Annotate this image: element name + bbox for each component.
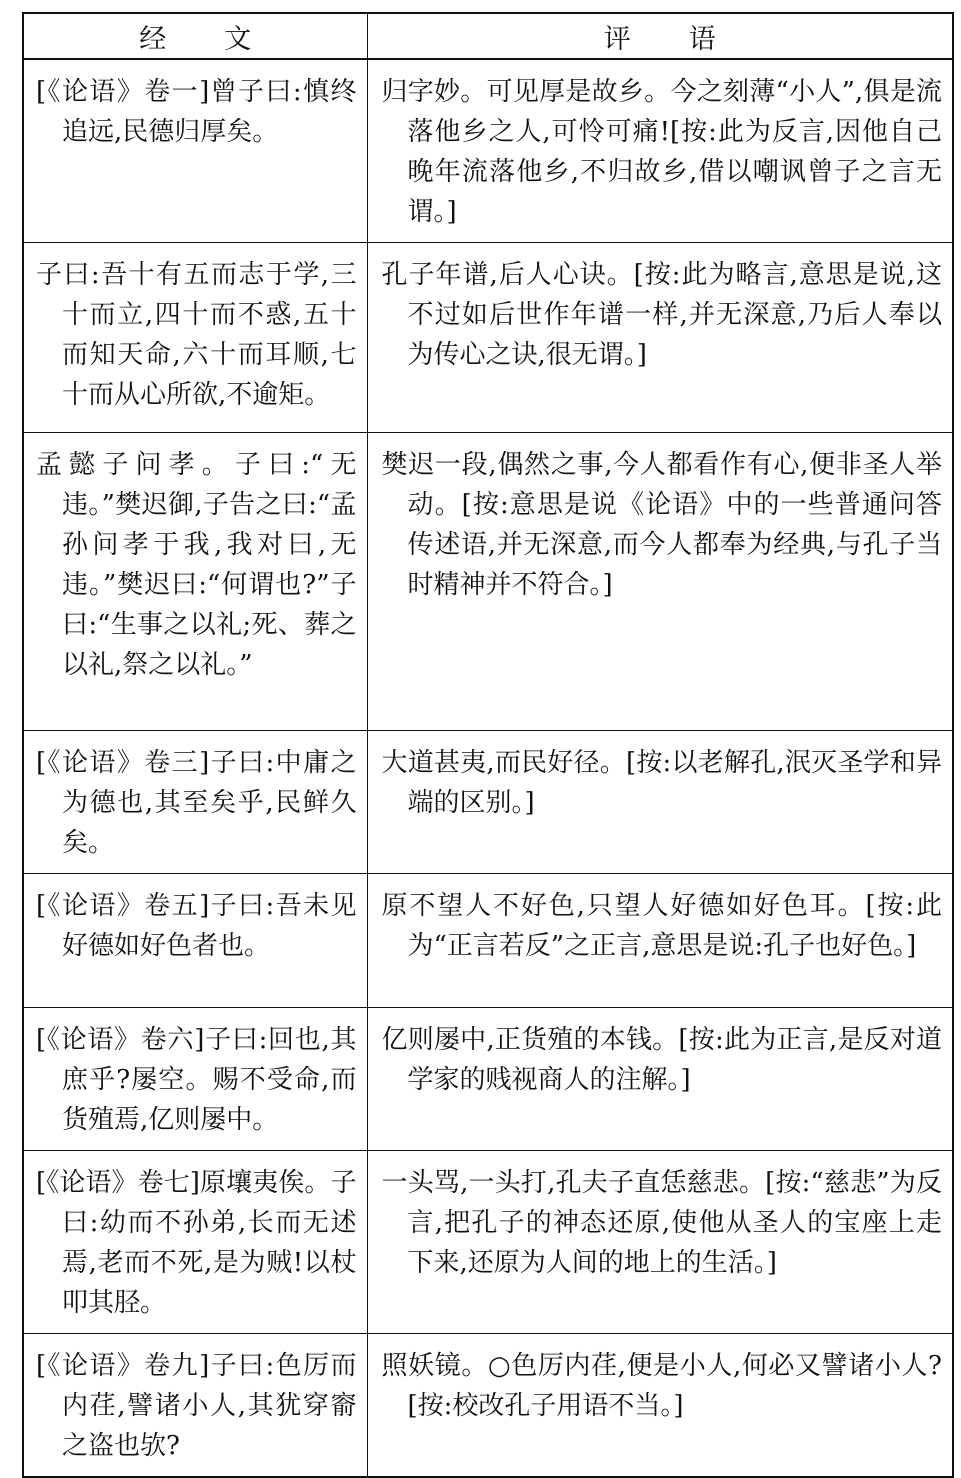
table-row (23, 243, 953, 433)
page (22, 12, 952, 1461)
pingyu-cell: 亿则屡中,正货殖的本钱。[按:此为正言,是反对道学家的贱视商人的注解。] (367, 1008, 953, 1151)
pingyu-cell: 大道甚夷,而民好径。[按:以老解孔,泯灭圣学和异端的区别。] (367, 731, 953, 874)
header-jingwen (23, 13, 367, 59)
jingwen-cell: [《论语》卷五]子曰:吾未见好德如好色者也。 (23, 874, 367, 1008)
jingwen-cell: [《论语》卷七]原壤夷俟。子曰:幼而不孙弟,长而无述焉,老而不死,是为贼!以杖叩其胫。 (23, 1151, 367, 1334)
pingyu-cell: 一头骂,一头打,孔夫子直恁慈悲。[按:“慈悲”为反言,把孔子的神态还原,使他从圣人的宝座上走下来,还原为人间的地上的生活。] (367, 1151, 953, 1334)
header-jingwen-char-1: 经 (139, 23, 167, 55)
commentary-table (22, 12, 954, 1478)
pingyu-cell: 孔子年谱,后人心诀。[按:此为略言,意思是说,这不过如后世作年谱一样,并无深意,乃后人奉以为传心之诀,很无谓。] (367, 243, 953, 433)
header-pingyu (367, 13, 953, 59)
header-row (23, 13, 953, 59)
table-row (23, 731, 953, 874)
pingyu-cell: 归字妙。可见厚是故乡。今之刻薄“小人”,俱是流落他乡之人,可怜可痛![按:此为反言,因他自己晚年流落他乡,不归故乡,借以嘲讽曾子之言无谓。] (367, 59, 953, 243)
jingwen-cell: [《论语》卷九]子曰:色厉而内荏,譬诸小人,其犹穿窬之盗也欤? (23, 1334, 367, 1478)
jingwen-cell: [《论语》卷三]子曰:中庸之为德也,其至矣乎,民鲜久矣。 (23, 731, 367, 874)
table-row (23, 1151, 953, 1334)
table-row (23, 1334, 953, 1478)
header-jingwen-char-2: 文 (224, 23, 252, 55)
table-row (23, 59, 953, 243)
header-pingyu-char-2: 语 (688, 23, 716, 55)
table-row (23, 433, 953, 731)
jingwen-cell: 子曰:吾十有五而志于学,三十而立,四十而不惑,五十而知天命,六十而耳顺,七十而从心所欲,不逾矩。 (23, 243, 367, 433)
table-row (23, 874, 953, 1008)
header-pingyu-char-1: 评 (603, 23, 631, 55)
jingwen-cell: [《论语》卷六]子曰:回也,其庶乎?屡空。赐不受命,而货殖焉,亿则屡中。 (23, 1008, 367, 1151)
pingyu-cell: 原不望人不好色,只望人好德如好色耳。[按:此为“正言若反”之正言,意思是说:孔子也好色。] (367, 874, 953, 1008)
table-row (23, 1008, 953, 1151)
jingwen-cell: 孟懿子问孝。子曰:“无违。”樊迟御,子告之曰:“孟孙问孝于我,我对曰,无违。”樊迟曰:“何谓也?”子曰:“生事之以礼;死、葬之以礼,祭之以礼。” (23, 433, 367, 731)
pingyu-cell: 樊迟一段,偶然之事,今人都看作有心,便非圣人举动。[按:意思是说《论语》中的一些普通问答传述语,并无深意,而今人都奉为经典,与孔子当时精神并不符合。] (367, 433, 953, 731)
pingyu-cell: 照妖镜。○色厉内荏,便是小人,何必又譬诸小人?[按:校改孔子用语不当。] (367, 1334, 953, 1478)
jingwen-cell: [《论语》卷一]曾子曰:慎终追远,民德归厚矣。 (23, 59, 367, 243)
